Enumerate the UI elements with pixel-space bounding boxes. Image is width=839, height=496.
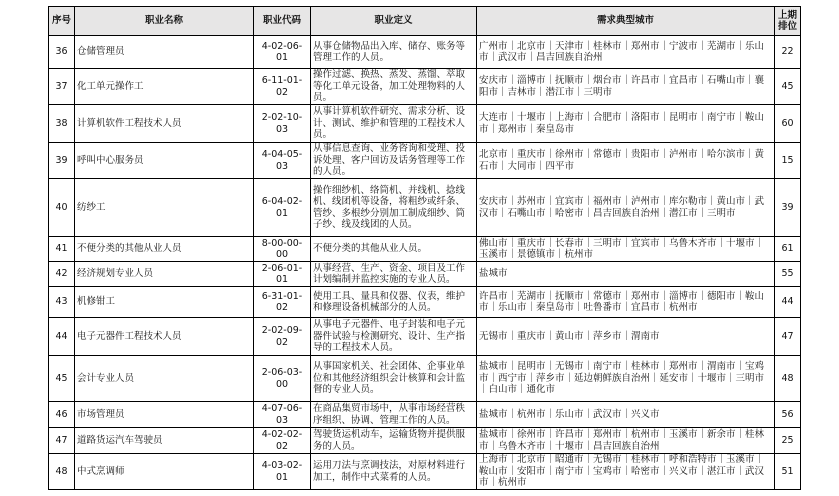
cell-cities: 盐城市 (477, 262, 775, 287)
cell-definition: 从事仓储物品出入库、储存、账务等管理工作的人员。 (311, 36, 477, 69)
cell-name: 纺纱工 (75, 179, 254, 237)
cell-code: 6-11-01-02 (254, 69, 311, 105)
header-rank (775, 7, 801, 36)
cell-definition: 从事国家机关、社会团体、企事业单位和其他经济组织会计核算和会计监督的专业人员。 (311, 356, 477, 402)
cell-definition: 从事电子元器件、电子封装和电子元器件试验与检测研究、设计、生产指导的工程技术人员。 (311, 318, 477, 356)
cell-name: 化工单元操作工 (75, 69, 254, 105)
table-row (49, 402, 801, 428)
cell-name: 呼叫中心服务员 (75, 143, 254, 179)
cell-code: 2-06-01-01 (254, 262, 311, 287)
cell-rank: 61 (775, 237, 801, 262)
cell-no: 41 (49, 237, 75, 262)
cell-no: 38 (49, 105, 75, 143)
cell-cities: 佛山市｜重庆市｜长春市｜三明市｜宜宾市｜乌鲁木齐市｜十堰市｜玉溪市｜景德镇市｜杭州市 (477, 237, 775, 262)
cell-name: 电子元器件工程技术人员 (75, 318, 254, 356)
cell-rank: 25 (775, 428, 801, 454)
cell-cities: 安庆市｜苏州市｜宜宾市｜福州市｜泸州市｜库尔勒市｜黄山市｜武汉市｜石嘴山市｜哈密市｜昌吉回族自治州｜潜江市｜三明市 (477, 179, 775, 237)
cell-cities: 盐城市｜徐州市｜许昌市｜郑州市｜杭州市｜玉溪市｜新余市｜桂林市｜乌鲁木齐市｜十堰市｜昌吉回族自治州 (477, 428, 775, 454)
cell-definition: 从事信息查询、业务咨询和受理、投诉处理、客户回访及话务管理等工作的人员。 (311, 143, 477, 179)
cell-cities: 广州市｜北京市｜天津市｜桂林市｜郑州市｜宁波市｜芜湖市｜乐山市｜武汉市｜昌吉回族自治州 (477, 36, 775, 69)
cell-rank: 39 (775, 179, 801, 237)
cell-rank: 55 (775, 262, 801, 287)
header-rank-line2: 排位 (777, 21, 797, 32)
cell-definition: 操作细纱机、络筒机、并线机、捻线机、线团机等设备，将粗纱或纤条、管纱、多根纱分别加工制成细纱、筒子纱、线及线团的人员。 (311, 179, 477, 237)
cell-no: 46 (49, 402, 75, 428)
cell-rank: 22 (775, 36, 801, 69)
cell-code: 6-04-02-01 (254, 179, 311, 237)
table-row (49, 356, 801, 402)
occupation-demand-table (48, 6, 801, 490)
cell-code: 2-02-09-02 (254, 318, 311, 356)
table-row (49, 179, 801, 237)
cell-name: 机修钳工 (75, 287, 254, 318)
cell-rank: 44 (775, 287, 801, 318)
cell-no: 36 (49, 36, 75, 69)
cell-definition: 操作过滤、换热、蒸发、蒸馏、萃取等化工单元设备，加工处理物料的人员。 (311, 69, 477, 105)
cell-cities: 上海市｜北京市｜昭通市｜无锡市｜桂林市｜呼和浩特市｜玉溪市｜鞍山市｜安阳市｜南宁市｜宝鸡市｜哈密市｜兴义市｜湛江市｜武汉市｜杭州市 (477, 454, 775, 490)
cell-cities: 许昌市｜芜湖市｜抚顺市｜常德市｜郑州市｜淄博市｜德阳市｜鞍山市｜乐山市｜秦皇岛市｜吐鲁番市｜宜昌市｜杭州市 (477, 287, 775, 318)
cell-code: 4-02-06-01 (254, 36, 311, 69)
cell-no: 43 (49, 287, 75, 318)
cell-no: 39 (49, 143, 75, 179)
cell-code: 4-02-02-02 (254, 428, 311, 454)
cell-name: 道路货运汽车驾驶员 (75, 428, 254, 454)
cell-definition: 使用工具、量具和仪器、仪表，维护和修理设备机械部分的人员。 (311, 287, 477, 318)
cell-definition: 不便分类的其他从业人员。 (311, 237, 477, 262)
cell-definition: 从事经营、生产、资金、项目及工作计划编制并监控实施的专业人员。 (311, 262, 477, 287)
table-header-row (49, 7, 801, 36)
table-row (49, 454, 801, 490)
cell-no: 45 (49, 356, 75, 402)
cell-name: 经济规划专业人员 (75, 262, 254, 287)
cell-rank: 51 (775, 454, 801, 490)
cell-no: 44 (49, 318, 75, 356)
cell-no: 42 (49, 262, 75, 287)
cell-no: 37 (49, 69, 75, 105)
cell-code: 2-06-03-00 (254, 356, 311, 402)
cell-no: 48 (49, 454, 75, 490)
table-row (49, 69, 801, 105)
table-row (49, 143, 801, 179)
cell-definition: 驾驶货运机动车，运输货物并提供服务的人员。 (311, 428, 477, 454)
cell-rank: 47 (775, 318, 801, 356)
cell-definition: 在商品集贸市场中，从事市场经营秩序组织、协调、管理工作的人员。 (311, 402, 477, 428)
table-row (49, 287, 801, 318)
cell-rank: 15 (775, 143, 801, 179)
header-rank-line1: 上期 (777, 9, 797, 21)
cell-code: 4-03-02-01 (254, 454, 311, 490)
cell-name: 计算机软件工程技术人员 (75, 105, 254, 143)
table-row (49, 36, 801, 69)
table-row (49, 428, 801, 454)
cell-code: 2-02-10-03 (254, 105, 311, 143)
cell-name: 市场管理员 (75, 402, 254, 428)
cell-definition: 运用刀法与烹调技法，对原材料进行加工，制作中式菜肴的人员。 (311, 454, 477, 490)
cell-rank: 60 (775, 105, 801, 143)
cell-rank: 48 (775, 356, 801, 402)
cell-cities: 无锡市｜重庆市｜黄山市｜萍乡市｜渭南市 (477, 318, 775, 356)
cell-definition: 从事计算机软件研究、需求分析、设计、测试、维护和管理的工程技术人员。 (311, 105, 477, 143)
cell-name: 会计专业人员 (75, 356, 254, 402)
header-cities: 需求典型城市 (477, 7, 775, 36)
cell-code: 4-07-06-03 (254, 402, 311, 428)
cell-rank: 56 (775, 402, 801, 428)
cell-code: 6-31-01-02 (254, 287, 311, 318)
cell-code: 4-04-05-03 (254, 143, 311, 179)
header-definition: 职业定义 (311, 7, 477, 36)
cell-name: 不便分类的其他从业人员 (75, 237, 254, 262)
table-row (49, 237, 801, 262)
cell-name: 中式烹调师 (75, 454, 254, 490)
header-code: 职业代码 (254, 7, 311, 36)
cell-no: 47 (49, 428, 75, 454)
header-no: 序号 (49, 7, 75, 36)
cell-cities: 安庆市｜淄博市｜抚顺市｜烟台市｜许昌市｜宜昌市｜石嘴山市｜襄阳市｜吉林市｜潜江市｜三明市 (477, 69, 775, 105)
cell-rank: 45 (775, 69, 801, 105)
cell-no: 40 (49, 179, 75, 237)
cell-code: 8-00-00-00 (254, 237, 311, 262)
cell-cities: 北京市｜重庆市｜徐州市｜常德市｜贵阳市｜泸州市｜哈尔滨市｜黄石市｜大同市｜四平市 (477, 143, 775, 179)
header-name: 职业名称 (75, 7, 254, 36)
cell-cities: 大连市｜十堰市｜上海市｜合肥市｜洛阳市｜昆明市｜南宁市｜鞍山市｜郑州市｜秦皇岛市 (477, 105, 775, 143)
table-row (49, 105, 801, 143)
cell-cities: 盐城市｜杭州市｜乐山市｜武汉市｜兴义市 (477, 402, 775, 428)
cell-cities: 盐城市｜昆明市｜无锡市｜南宁市｜桂林市｜郑州市｜渭南市｜宝鸡市｜西宁市｜萍乡市｜延边朝鲜族自治州｜延安市｜十堰市｜三明市｜白山市｜通化市 (477, 356, 775, 402)
cell-name: 仓储管理员 (75, 36, 254, 69)
table-row (49, 318, 801, 356)
table-row (49, 262, 801, 287)
